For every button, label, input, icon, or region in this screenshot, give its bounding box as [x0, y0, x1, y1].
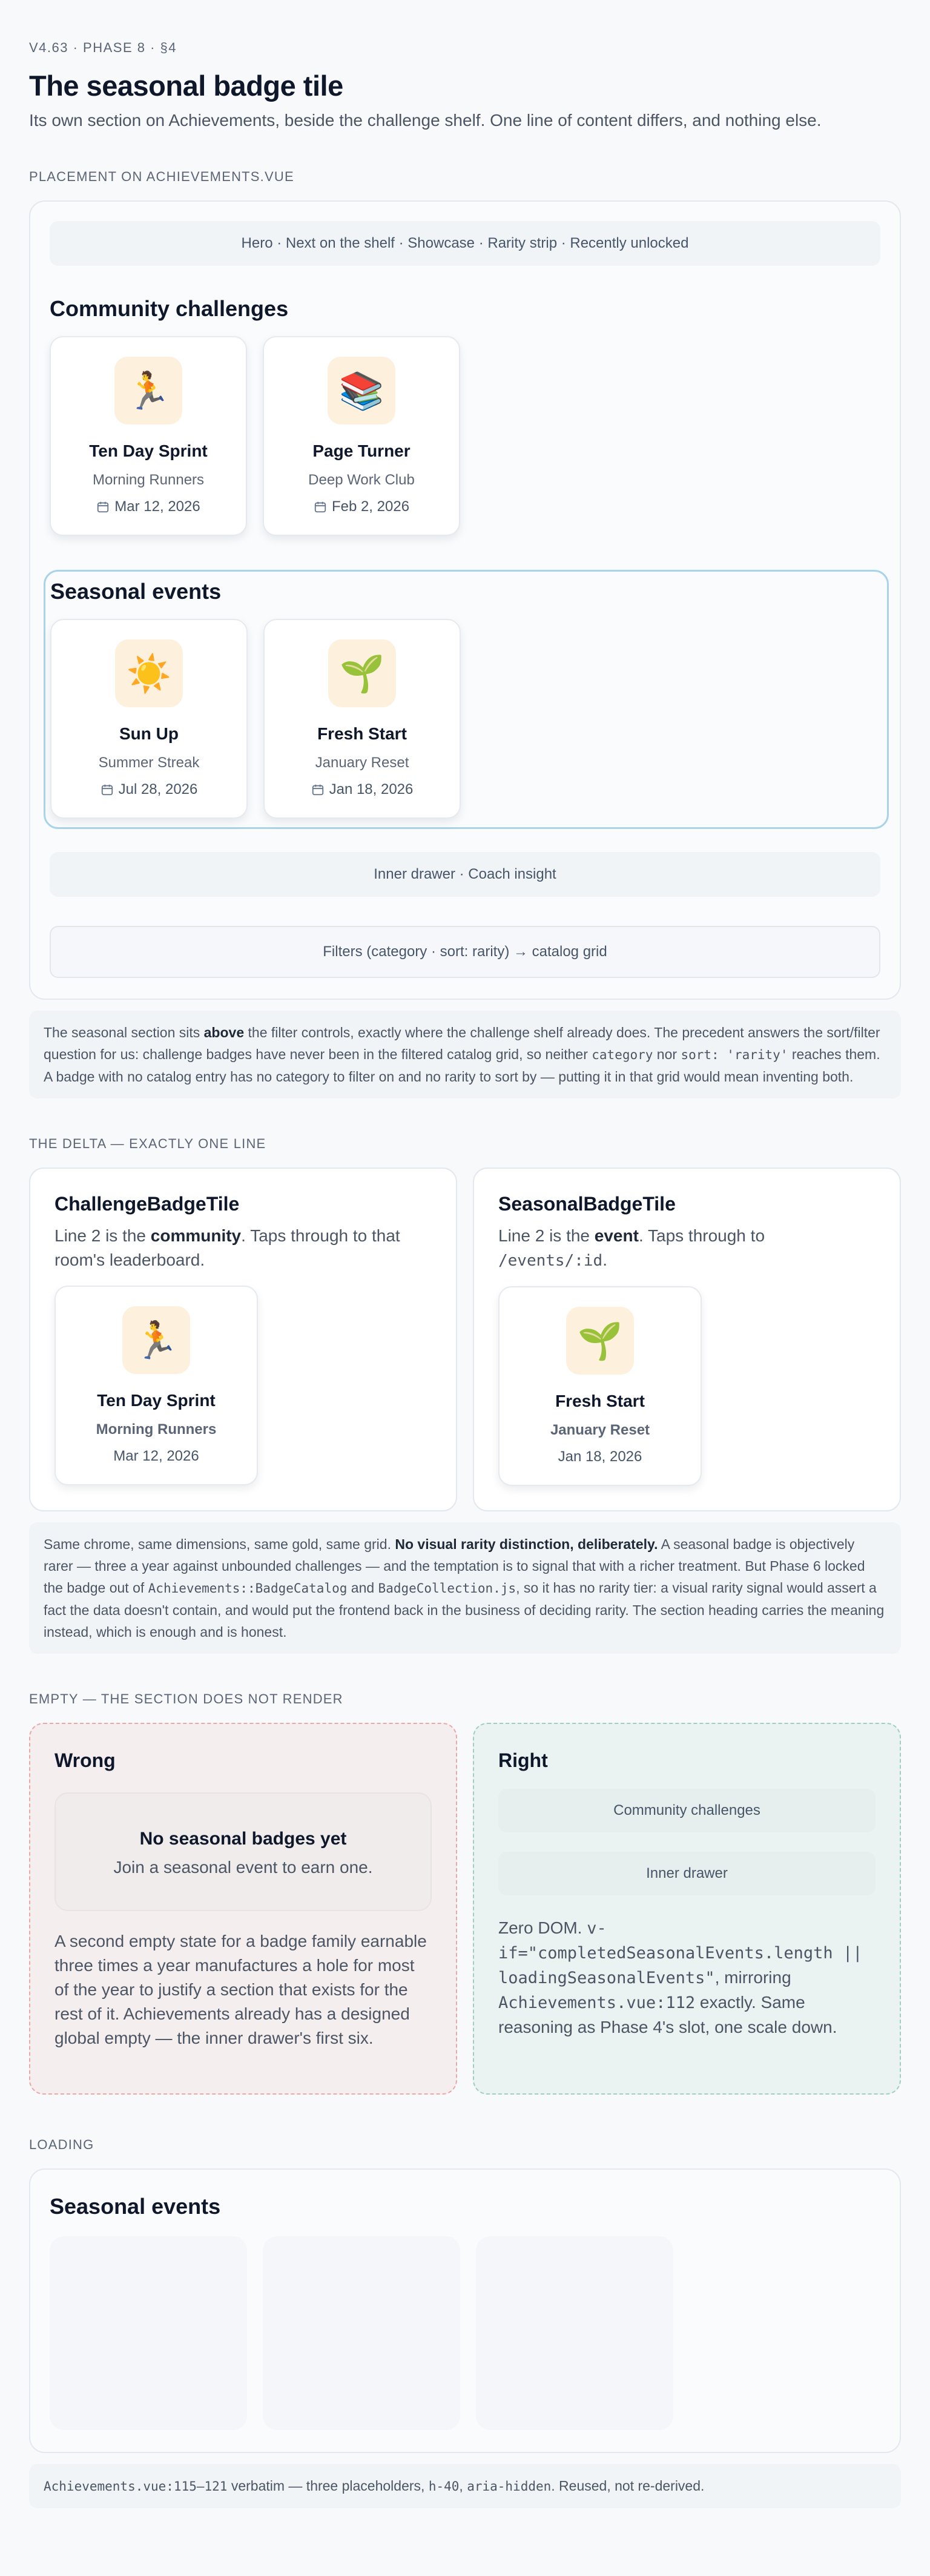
- tile-date-row: [314, 498, 409, 515]
- skeleton-placeholder: [50, 2236, 247, 2430]
- tile-group: Morning Runners: [92, 472, 205, 488]
- card-title: SeasonalBadgeTile: [498, 1193, 676, 1215]
- tile-date: Jan 18, 2026: [558, 1448, 642, 1465]
- seasonal-card: [473, 1167, 901, 1511]
- tile-group: Morning Runners: [96, 1421, 217, 1438]
- top-strip: Hero · Next on the shelf · Showcase · Rarity strip · Recently unlocked: [50, 221, 880, 266]
- ghost-title: No seasonal badges yet: [139, 1829, 347, 1849]
- tile-name: Page Turner: [312, 441, 411, 460]
- loading-panel: [29, 2168, 901, 2453]
- card-description: Line 2 is the community. Taps through to that room's leaderboard.: [54, 1226, 400, 1269]
- tile-date: Mar 12, 2026: [113, 1448, 199, 1464]
- challenge-tile[interactable]: [263, 336, 460, 536]
- badge-icon: 🌱: [328, 639, 396, 707]
- skeleton-placeholder: [476, 2236, 673, 2430]
- filters-strip: Filters (category · sort: rarity) → catalog grid: [50, 926, 880, 978]
- tile-date-row: [311, 781, 414, 798]
- right-title: Right: [498, 1749, 548, 1771]
- inner-drawer-strip: Inner drawer · Coach insight: [50, 852, 880, 897]
- page-subtitle: Its own section on Achievements, beside the challenge shelf. One line of content differs, and nothing else.: [29, 111, 822, 130]
- empty-columns: [29, 1723, 901, 2095]
- loading-placeholders: [50, 2236, 880, 2430]
- tile-date: Mar 12, 2026: [114, 498, 200, 515]
- tile-date: Jan 18, 2026: [329, 781, 414, 798]
- seasonal-tile[interactable]: [263, 619, 461, 819]
- loading-heading: Seasonal events: [50, 2194, 221, 2219]
- seasonal-tiles: [50, 619, 882, 819]
- right-card: [473, 1723, 901, 2095]
- card-description: Line 2 is the event. Taps through to /events/:id.: [498, 1226, 765, 1270]
- placement-label: PLACEMENT ON ACHIEVEMENTS.VUE: [29, 169, 294, 184]
- loading-label: LOADING: [29, 2137, 94, 2152]
- badge-icon: 🏃: [114, 357, 182, 424]
- loading-note: Achievements.vue:115–121 verbatim — three placeholders, h-40, aria-hidden. Reused, not re-derived.: [29, 2464, 901, 2508]
- community-tiles: [50, 336, 880, 536]
- calendar-icon: [101, 783, 114, 796]
- tile-date-row: [96, 498, 200, 515]
- right-strip-community: Community challenges: [498, 1789, 876, 1832]
- badge-icon: 📚: [328, 357, 395, 424]
- challenge-tile[interactable]: [50, 336, 247, 536]
- badge-icon: 🌱: [566, 1307, 634, 1375]
- tile-group: Deep Work Club: [308, 472, 415, 488]
- delta-note: Same chrome, same dimensions, same gold, same grid. No visual rarity distinction, deliberately. A seasonal badge is objectively rarer — three a year against unbounded challenges — and the temptation is to signal that with a richer treatment. But Phase 6 locked the badge out of Achievements::BadgeCatalog and BadgeCollection.js, so it has no rarity tier: a visual rarity signal would assert a fact the data doesn't contain, and would put the frontend back in the business of deciding rarity. The section heading carries the meaning instead, which is enough and is honest.: [29, 1522, 901, 1654]
- badge-icon: 🏃: [122, 1306, 190, 1374]
- calendar-icon: [311, 783, 325, 796]
- tile-group: Summer Streak: [98, 755, 200, 771]
- tile-name: Fresh Start: [317, 724, 407, 743]
- calendar-icon: [314, 500, 327, 514]
- card-title: ChallengeBadgeTile: [54, 1193, 240, 1215]
- right-body: Zero DOM. v-if="completedSeasonalEvents.length || loadingSeasonalEvents", mirroring Achievements.vue:112 exactly. Same reasoning as Phase 4's slot, one scale down.: [498, 1918, 863, 2036]
- tile-name: Fresh Start: [555, 1392, 645, 1410]
- ghost-subtitle: Join a seasonal event to earn one.: [113, 1858, 373, 1877]
- tile-name: Sun Up: [119, 724, 179, 743]
- tile-name: Ten Day Sprint: [89, 441, 208, 460]
- empty-label: EMPTY — THE SECTION DOES NOT RENDER: [29, 1691, 343, 1706]
- right-strip-drawer: Inner drawer: [498, 1852, 876, 1895]
- placement-panel: [29, 200, 901, 1000]
- seasonal-heading: Seasonal events: [50, 579, 222, 604]
- tile-group: January Reset: [315, 755, 409, 771]
- tile-group: January Reset: [550, 1422, 650, 1438]
- calendar-icon: [96, 500, 110, 514]
- badge-icon: ☀️: [115, 639, 183, 707]
- delta-label: THE DELTA — EXACTLY ONE LINE: [29, 1136, 266, 1151]
- challenge-tile[interactable]: [54, 1286, 258, 1485]
- ghost-empty-state: [54, 1792, 432, 1911]
- skeleton-placeholder: [263, 2236, 460, 2430]
- challenge-card: [29, 1167, 457, 1511]
- wrong-card: [29, 1723, 457, 2095]
- seasonal-tile[interactable]: [498, 1286, 702, 1486]
- community-heading: Community challenges: [50, 296, 289, 321]
- placement-note: The seasonal section sits above the filter controls, exactly where the challenge shelf already does. The precedent answers the sort/filter question for us: challenge badges have never been in the filtered catalog grid, so neither category nor sort: 'rarity' reaches them. A badge with no catalog entry has no category to filter on and no rarity to sort by — putting it in that grid would mean inventing both.: [29, 1011, 901, 1098]
- tile-date: Jul 28, 2026: [118, 781, 198, 798]
- wrong-body: A second empty state for a badge family earnable three times a year manufactures a hole for most of the year to justify a section that exists for the rest of it. Achievements already has a designed global empty — the inner drawer's first six.: [54, 1932, 427, 2047]
- eyebrow: V4.63 · PHASE 8 · §4: [29, 40, 177, 55]
- tile-name: Ten Day Sprint: [97, 1391, 216, 1410]
- wrong-title: Wrong: [54, 1749, 116, 1771]
- seasonal-tile[interactable]: [50, 619, 248, 819]
- tile-date-row: [101, 781, 198, 798]
- seasonal-section-highlight: [44, 570, 889, 829]
- page-title: The seasonal badge tile: [29, 70, 343, 102]
- delta-columns: [29, 1167, 901, 1511]
- tile-date: Feb 2, 2026: [331, 498, 410, 515]
